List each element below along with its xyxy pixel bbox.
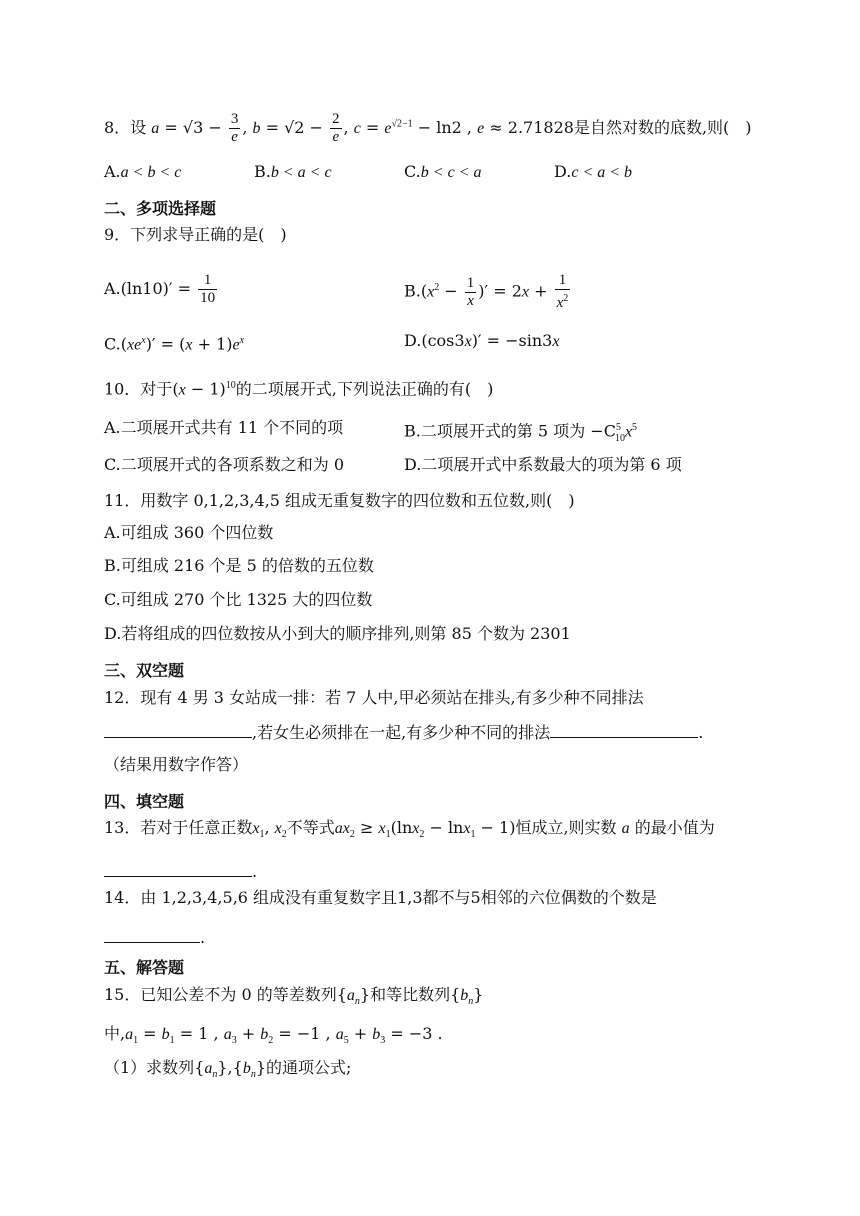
q9-option-d[interactable]: D.(cos3x)′ = −sin3x (404, 331, 560, 350)
q8-option-d[interactable]: D.c < a < b (554, 162, 633, 181)
q8-option-a[interactable]: A.a < b < c (104, 162, 182, 181)
question-14-blank: . (104, 926, 205, 948)
section-heading-multi-choice: 二、多项选择题 (104, 199, 217, 218)
q9-option-c[interactable]: $C.(xe^x)' = (x + 1)e^x$ (104, 334, 245, 354)
question-15-part-1: （1）求数列$\{a_n\},\{b_n\}$的通项公式; (104, 1058, 352, 1081)
q9-option-a[interactable]: A.(ln10)′ = $\frac{1}{10}$ (104, 272, 216, 306)
q11-option-d[interactable]: D.若将组成的四位数按从小到大的顺序排列,则第 85 个数为 2301 (104, 624, 571, 643)
question-8: 8．设 a = √3 − $\frac{3}{e}$ , b = √2 − $\frac{2}{e}$ , $c = e^{√2-1} - \ln 2$ , e ≈ 2.71828是自然对数的底数,则( ) (104, 111, 752, 145)
q8-option-c[interactable]: C.b < c < a (404, 162, 482, 181)
q11-option-b[interactable]: B.可组成 216 个是 5 的倍数的五位数 (104, 556, 374, 575)
answer-blank[interactable] (104, 926, 200, 943)
section-heading-fill-blank: 四、填空题 (104, 792, 185, 811)
question-13-blank: . (104, 860, 257, 882)
q9-option-b[interactable]: $B.(x^2$ − $\frac{1}{x}$ )′ = 2x + $\frac{1}{x^2}$ (404, 272, 569, 311)
question-14: 14．由 1,2,3,4,5,6 组成没有重复数字且1,3都不与5相邻的六位偶数的个数是 (104, 888, 657, 907)
q10-option-c[interactable]: C.二项展开式的各项系数之和为 0 (104, 455, 345, 474)
question-15: 15．已知公差不为 0 的等差数列$\{a_n\}$和等比数列$\{b_n\}$ (104, 985, 484, 1008)
answer-blank[interactable] (104, 860, 252, 877)
answer-blank-2[interactable] (550, 721, 698, 738)
section-heading-double-blank: 三、双空题 (104, 661, 185, 680)
question-9: 9．下列求导正确的是( ) (104, 225, 287, 244)
question-15-conditions: 中$,a_1 = b_1 = 1$ , $a_3 + b_2 = -1$ , $a_5 + b_3 = -3$ . (104, 1024, 443, 1047)
question-10: 10．对于$(x - 1)^{10}$的二项展开式,下列说法正确的有( ) (104, 379, 494, 399)
question-12-blanks: ,若女生必须排在一起,有多少种不同的排法 . (104, 721, 703, 743)
question-12-note: （结果用数字作答） (104, 755, 249, 774)
q10-option-d[interactable]: D.二项展开式中系数最大的项为第 6 项 (404, 455, 682, 474)
question-11: 11．用数字 0,1,2,3,4,5 组成无重复数字的四位数和五位数,则( ) (104, 491, 575, 510)
q11-option-c[interactable]: C.可组成 270 个比 1325 大的四位数 (104, 590, 373, 609)
q11-option-a[interactable]: A.可组成 360 个四位数 (104, 523, 274, 542)
q10-option-b[interactable]: B.二项展开式的第 5 项为 $-C^5_{10}x^5$ (404, 421, 638, 444)
answer-blank-1[interactable] (104, 721, 252, 738)
q8-option-b[interactable]: B.b < a < c (254, 162, 332, 181)
question-13: 13．若对于任意正数$x_1$, $x_2$不等式$ax_2 \ge x_1(\ln x_2 - \ln x_1 - 1)$恒成立,则实数 a 的最小值为 (104, 818, 715, 841)
q10-option-a[interactable]: A.二项展开式共有 11 个不同的项 (104, 418, 344, 437)
section-heading-answer: 五、解答题 (104, 958, 185, 977)
question-12: 12．现有 4 男 3 女站成一排：若 7 人中,甲必须站在排头,有多少种不同排法 (104, 688, 644, 707)
